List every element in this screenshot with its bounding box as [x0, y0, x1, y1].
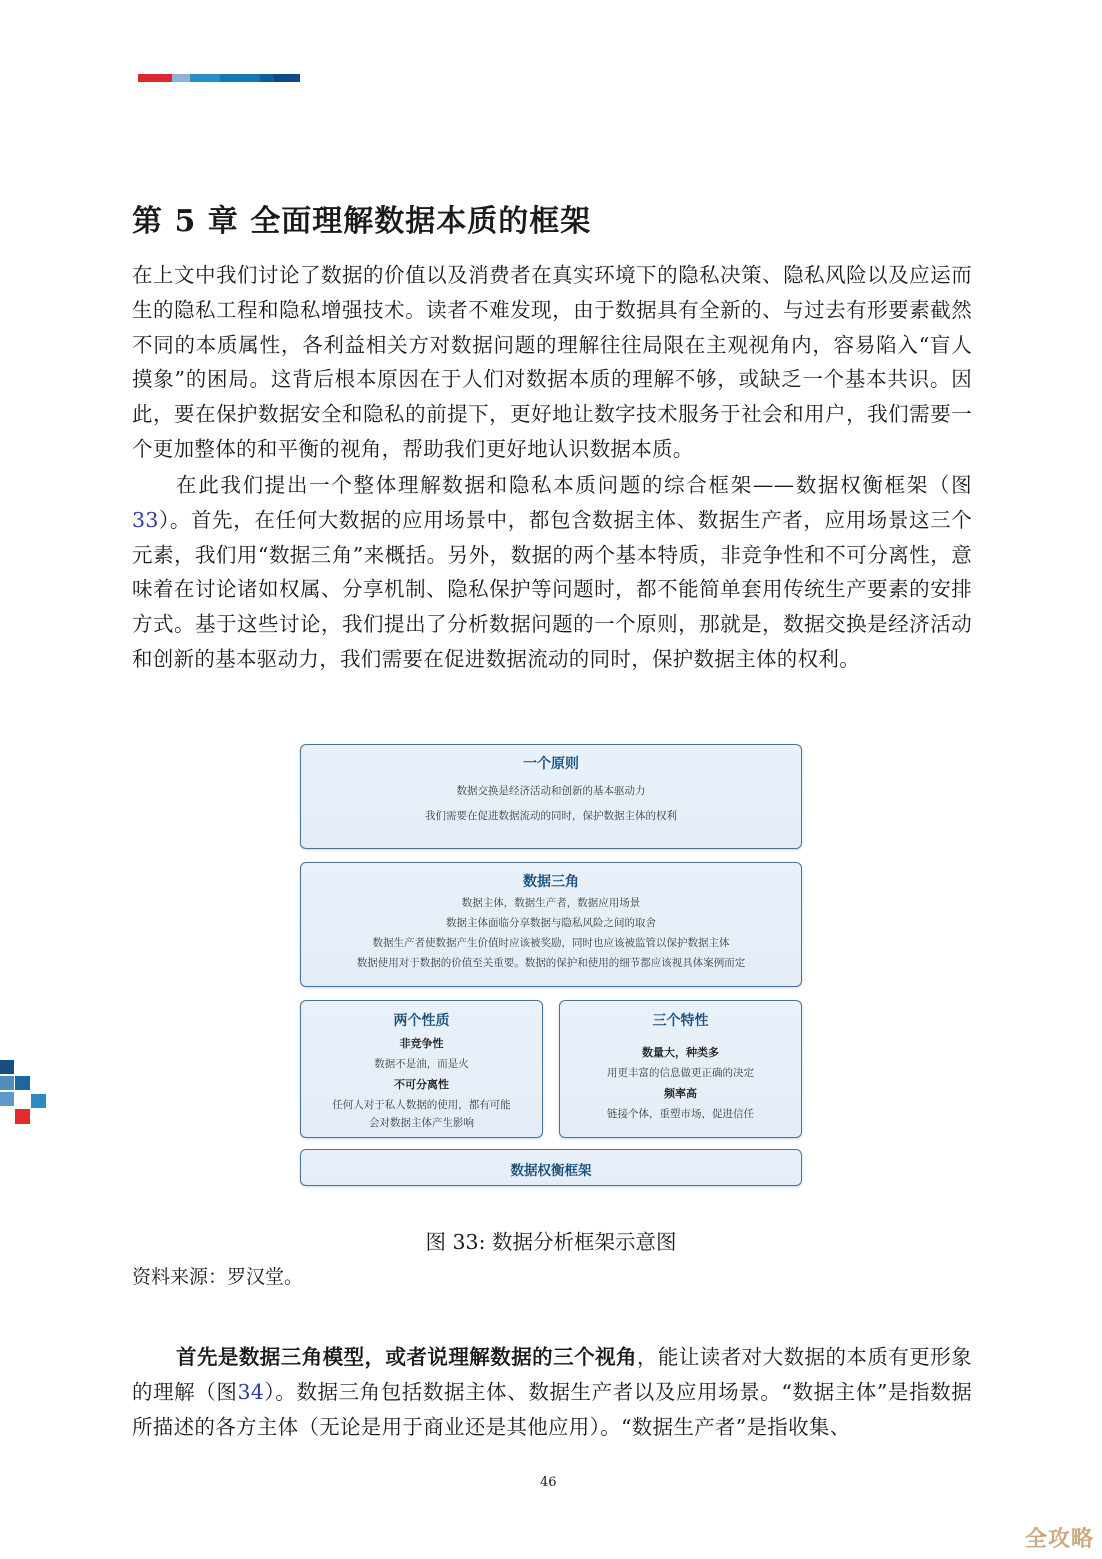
chapter-title: 第 5 章 全面理解数据本质的框架 [132, 204, 592, 239]
framework-paragraph-text-a: 在此我们提出一个整体理解数据和隐私本质问题的综合框架——数据权衡框架（图 [176, 473, 972, 497]
pixel-block [15, 1109, 30, 1124]
two-properties-box [300, 1000, 543, 1138]
pixel-block [0, 1060, 14, 1074]
watermark: 全攻略 [1024, 1527, 1094, 1552]
feature-high-frequency-desc: 链接个体，重塑市场，促进信任 [607, 1108, 754, 1120]
data-triangle-title: 数据三角 [523, 874, 579, 890]
data-framework-diagram [300, 744, 802, 1186]
page-number: 46 [540, 1475, 557, 1490]
feature-high-frequency: 频率高 [664, 1087, 697, 1100]
framework-title: 数据权衡框架 [510, 1163, 592, 1179]
figure-34-link[interactable]: 34 [237, 1379, 265, 1404]
property-non-rivalry: 非竞争性 [399, 1037, 444, 1050]
color-bar-segment-red [138, 74, 172, 82]
feature-volume-variety: 数量大，种类多 [642, 1046, 719, 1059]
three-features-box [559, 1000, 802, 1138]
framework-paragraph-text-b: ）。首先，在任何大数据的应用场景中，都包含数据主体、数据生产者，应用场景这三个元素，我们用“数据三角”来概括。另外，数据的两个基本特质，非竞争性和不可分离性，意味着在讨论诸如权属、分享机制、隐私保护等问题时，都不能简单套用传统生产要素的安排方式。基于这些讨论，我们提出了分析数据问题的一个原则，那就是，数据交换是经济活动和创新的基本驱动力，我们需要在促进数据流动的同时，保护数据主体的权利。 [132, 507, 972, 671]
color-bar-segment-light-blue [172, 74, 190, 82]
intro-paragraph: 在上文中我们讨论了数据的价值以及消费者在真实环境下的隐私决策、隐私风险以及应运而生的隐私工程和隐私增强技术。读者不难发现，由于数据具有全新的、与过去有形要素截然不同的本质属性，各利益相关方对数据问题的理解往往局限在主观视角内，容易陷入“盲人摸象”的困局。这背后根本原因在于人们对数据本质的理解不够，或缺乏一个基本共识。因此，要在保护数据安全和隐私的前提下，更好地让数字技术服务于社会和用户，我们需要一个更加整体的和平衡的视角，帮助我们更好地认识数据本质。 [132, 263, 972, 461]
principle-box [300, 744, 802, 849]
top-color-bar [138, 74, 300, 82]
data-triangle-box [300, 862, 802, 987]
triangle-paragraph-text-b: ）。数据三角包括数据主体、数据生产者以及应用场景。“数据主体”是指数据所描述的各方主体（无论是用于商业还是其他应用）。“数据生产者”是指收集、 [132, 1379, 972, 1439]
data-triangle-line-3: 数据生产者使数据产生价值时应该被奖励，同时也应该被监管以保护数据主体 [372, 937, 730, 949]
triangle-paragraph [132, 1340, 972, 1444]
three-features-title: 三个特性 [652, 1013, 709, 1029]
color-bar-segment-navy [274, 74, 300, 82]
principle-line-2: 我们需要在促进数据流动的同时，保护数据主体的权利 [425, 810, 677, 822]
framework-box [300, 1149, 802, 1186]
color-bar-segment-blue [190, 74, 220, 82]
property-inseparability: 不可分离性 [394, 1078, 449, 1091]
pixel-block [0, 1076, 14, 1090]
two-properties-title: 两个性质 [393, 1013, 450, 1029]
property-inseparability-desc-2: 会对数据主体产生影响 [369, 1117, 474, 1129]
feature-volume-variety-desc: 用更丰富的信息做更正确的决定 [607, 1067, 754, 1079]
triangle-paragraph-text-a: ，能让读者对大数据的本质有更形象的理解（图 [132, 1345, 972, 1404]
pixel-block [15, 1076, 30, 1090]
triangle-paragraph-bold: 首先是数据三角模型，或者说理解数据的三个视角 [176, 1345, 637, 1369]
framework-paragraph [132, 468, 972, 677]
pixel-block [0, 1092, 14, 1106]
data-triangle-line-1: 数据主体，数据生产者，数据应用场景 [461, 897, 641, 909]
color-bar-segment-mid-blue [220, 74, 260, 82]
principle-line-1: 数据交换是经济活动和创新的基本驱动力 [456, 785, 646, 797]
property-non-rivalry-desc: 数据不是油，而是火 [374, 1058, 469, 1070]
color-bar-segment-dark-blue [260, 74, 274, 82]
figure-33-link[interactable]: 33 [132, 507, 159, 532]
pixel-block [31, 1094, 46, 1108]
figure-source: 资料来源：罗汉堂。 [132, 1266, 304, 1288]
figure-caption: 图 33: 数据分析框架示意图 [425, 1230, 677, 1254]
data-triangle-line-4: 数据使用对于数据的价值至关重要。数据的保护和使用的细节都应该视具体案例而定 [356, 957, 746, 969]
property-inseparability-desc: 任何人对于私人数据的使用，都有可能 [332, 1099, 511, 1111]
principle-title: 一个原则 [523, 756, 579, 772]
data-triangle-line-2: 数据主体面临分享数据与隐私风险之间的取舍 [446, 917, 656, 929]
